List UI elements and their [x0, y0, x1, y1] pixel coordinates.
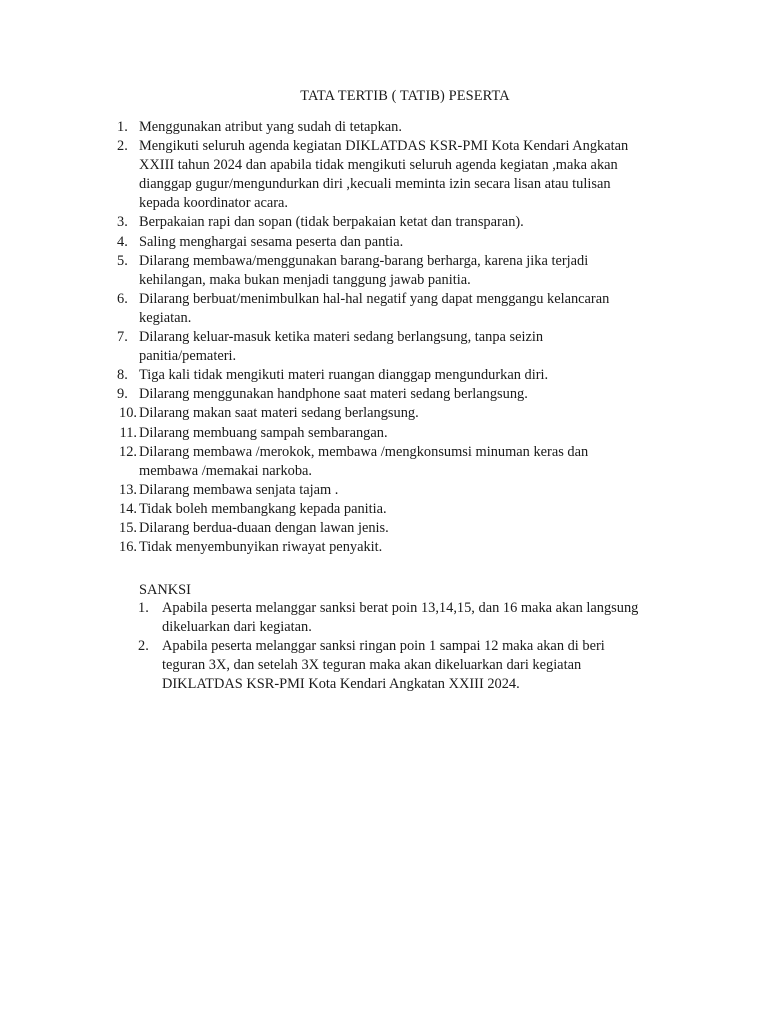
- rule-text-line: dianggap gugur/mengundurkan diri ,kecuali meminta izin secara lisan atau tulisan: [139, 176, 611, 193]
- sanksi-text-line: Apabila peserta melanggar sanksi berat poin 13,14,15, dan 16 maka akan langsung: [162, 600, 639, 616]
- rule-text-line: Dilarang keluar-masuk ketika materi sedang berlangsung, tanpa seizin: [139, 329, 544, 346]
- sanksi-item: [138, 637, 678, 694]
- rule-number: 14.: [119, 500, 137, 517]
- rule-text: Tidak boleh membangkang kepada panitia.: [139, 500, 387, 517]
- rule-text-line: XXIII tahun 2024 dan apabila tidak mengikuti seluruh agenda kegiatan ,maka akan: [139, 157, 618, 174]
- rule-item: [109, 213, 709, 232]
- rule-number: 15.: [119, 519, 137, 536]
- rule-text: Tiga kali tidak mengikuti materi ruangan dianggap mengundurkan diri.: [139, 367, 549, 384]
- rule-number: 8.: [117, 367, 128, 384]
- rule-text-line: kegiatan.: [139, 309, 192, 326]
- rule-number: 2.: [117, 138, 128, 155]
- rule-number: 13.: [119, 481, 137, 498]
- rule-text-line: kehilangan, maka bukan menjadi tanggung jawab panitia.: [139, 271, 471, 288]
- rule-item: [109, 118, 709, 137]
- rules-list: [109, 118, 709, 557]
- rule-text-line: membawa /memakai narkoba.: [139, 462, 313, 479]
- rule-text: Saling menghargai sesama peserta dan pantia.: [139, 233, 404, 250]
- rule-text-line: Dilarang membawa/menggunakan barang-barang berharga, karena jika terjadi: [139, 252, 589, 269]
- sanksi-text-line: DIKLATDAS KSR-PMI Kota Kendari Angkatan XXIII 2024.: [162, 676, 520, 693]
- rule-text: Berpakaian rapi dan sopan (tidak berpakaian ketat dan transparan).: [139, 214, 524, 231]
- rule-text-line: Dilarang berbuat/menimbulkan hal-hal negatif yang dapat menggangu kelancaran: [139, 290, 610, 307]
- rule-item: [109, 500, 709, 519]
- rule-text: Dilarang membuang sampah sembarangan.: [139, 424, 388, 441]
- sanksi-number: 1.: [138, 600, 149, 616]
- rule-item: [109, 328, 709, 366]
- rule-item: [109, 481, 709, 500]
- rule-item: [109, 252, 709, 290]
- rule-item: [109, 404, 709, 423]
- rule-item: [109, 366, 709, 385]
- rule-number: 4.: [117, 233, 128, 250]
- rule-number: 9.: [117, 386, 128, 403]
- rule-text: Tidak menyembunyikan riwayat penyakit.: [139, 539, 383, 556]
- rule-item: [109, 424, 709, 443]
- sanksi-item: [138, 599, 678, 637]
- sanksi-text-line: dikeluarkan dari kegiatan.: [162, 619, 312, 636]
- rule-text: Dilarang membawa senjata tajam .: [139, 481, 339, 498]
- sanksi-list: [138, 599, 678, 694]
- rule-number: 12.: [119, 443, 137, 460]
- rule-text: Dilarang berdua-duaan dengan lawan jenis.: [139, 519, 389, 536]
- rule-item: [109, 290, 709, 328]
- rule-text-line: Mengikuti seluruh agenda kegiatan DIKLATDAS KSR-PMI Kota Kendari Angkatan: [139, 138, 629, 155]
- document-title: TATA TERTIB ( TATIB) PESERTA: [300, 88, 510, 104]
- rule-number: 16.: [119, 539, 137, 556]
- rule-number: 10.: [119, 405, 137, 422]
- rule-text-line: kepada koordinator acara.: [139, 195, 289, 212]
- rule-item: [109, 137, 709, 213]
- rule-number: 1.: [117, 119, 128, 135]
- rule-text: Dilarang menggunakan handphone saat materi sedang berlangsung.: [139, 386, 528, 403]
- rule-number: 3.: [117, 214, 128, 231]
- rule-text: Dilarang makan saat materi sedang berlangsung.: [139, 405, 419, 422]
- rule-text-line: panitia/pemateri.: [139, 348, 237, 365]
- rule-number: 11.: [119, 424, 137, 441]
- rule-item: [109, 538, 709, 557]
- rule-number: 6.: [117, 290, 128, 307]
- rule-item: [109, 519, 709, 538]
- sanksi-number: 2.: [138, 638, 149, 655]
- rule-text-line: Dilarang membawa /merokok, membawa /mengkonsumsi minuman keras dan: [139, 443, 589, 460]
- rule-number: 7.: [117, 329, 128, 346]
- sanksi-text-line: Apabila peserta melanggar sanksi ringan poin 1 sampai 12 maka akan di beri: [162, 638, 605, 655]
- rule-item: [109, 233, 709, 252]
- rule-text: Menggunakan atribut yang sudah di tetapkan.: [139, 119, 402, 135]
- rule-item: [109, 443, 709, 481]
- rule-number: 5.: [117, 252, 128, 269]
- rule-item: [109, 385, 709, 404]
- sanksi-text-line: teguran 3X, dan setelah 3X teguran maka akan dikeluarkan dari kegiatan: [162, 657, 582, 674]
- sanksi-heading: SANKSI: [139, 582, 191, 598]
